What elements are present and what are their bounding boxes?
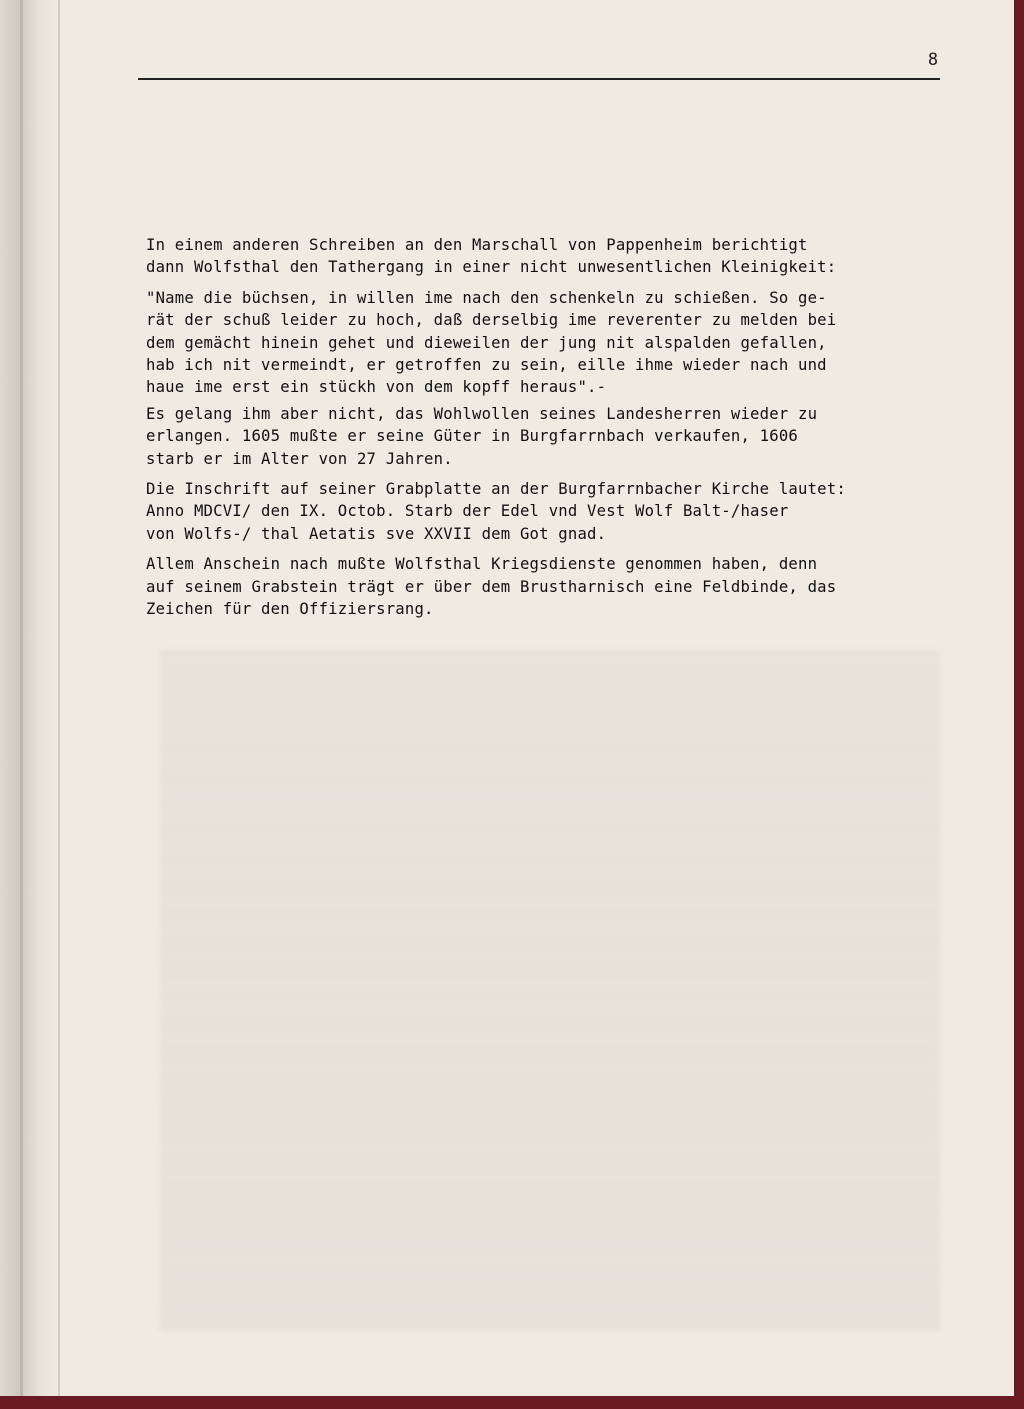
text-line: Allem Anschein nach mußte Wolfsthal Kriegsdienste genommen haben, denn (146, 555, 818, 574)
text-line: haue ime erst ein stückh von dem kopff heraus".- (146, 378, 607, 397)
text-line: "Name die büchsen, in willen ime nach den schenkeln zu schießen. So ge- (146, 288, 827, 307)
page-binding (0, 0, 62, 1396)
text-line: erlangen. 1605 mußte er seine Güter in Burgfarrnbach verkaufen, 1606 (146, 427, 798, 446)
body-text (146, 234, 946, 629)
text-line: Anno MDCVI/ den IX. Octob. Starb der Edel vnd Vest Wolf Balt-/haser (146, 502, 789, 521)
paragraph-quote (146, 287, 946, 399)
text-line: auf seinem Grabstein trägt er über dem Brustharnisch eine Feldbinde, das (146, 577, 837, 596)
text-line: von Wolfs-/ thal Aetatis sve XXVII dem Got gnad. (146, 524, 607, 543)
paragraph-landesherr (146, 403, 946, 470)
text-line: hab ich nit vermeindt, er getroffen zu sein, eille ihme wieder nach und (146, 356, 827, 375)
paragraph-intro (146, 234, 946, 279)
header-rule (138, 78, 940, 80)
page-number: 8 (927, 50, 939, 70)
text-line: rät der schuß leider zu hoch, daß derselbig ime reverenter zu melden bei (146, 311, 837, 330)
text-line: starb er im Alter von 27 Jahren. (146, 449, 453, 468)
bleed-through-area (160, 650, 940, 1330)
text-line: Die Inschrift auf seiner Grabplatte an der Burgfarrnbacher Kirche lautet: (146, 480, 846, 499)
text-line: Zeichen für den Offiziersrang. (146, 600, 434, 619)
text-line: dem gemächt hinein gehet und dieweilen der jung nit alspalden gefallen, (146, 333, 827, 352)
text-line: Es gelang ihm aber nicht, das Wohlwollen seines Landesherren wieder zu (146, 404, 818, 423)
binding-edge-inner (58, 0, 60, 1396)
text-line: dann Wolfsthal den Tathergang in einer nicht unwesentlichen Kleinigkeit: (146, 258, 837, 277)
binding-edge (20, 0, 23, 1396)
text-line: In einem anderen Schreiben an den Marschall von Pappenheim berichtigt (146, 236, 808, 254)
paragraph-kriegsdienste (146, 553, 946, 620)
paragraph-inschrift (146, 478, 946, 545)
